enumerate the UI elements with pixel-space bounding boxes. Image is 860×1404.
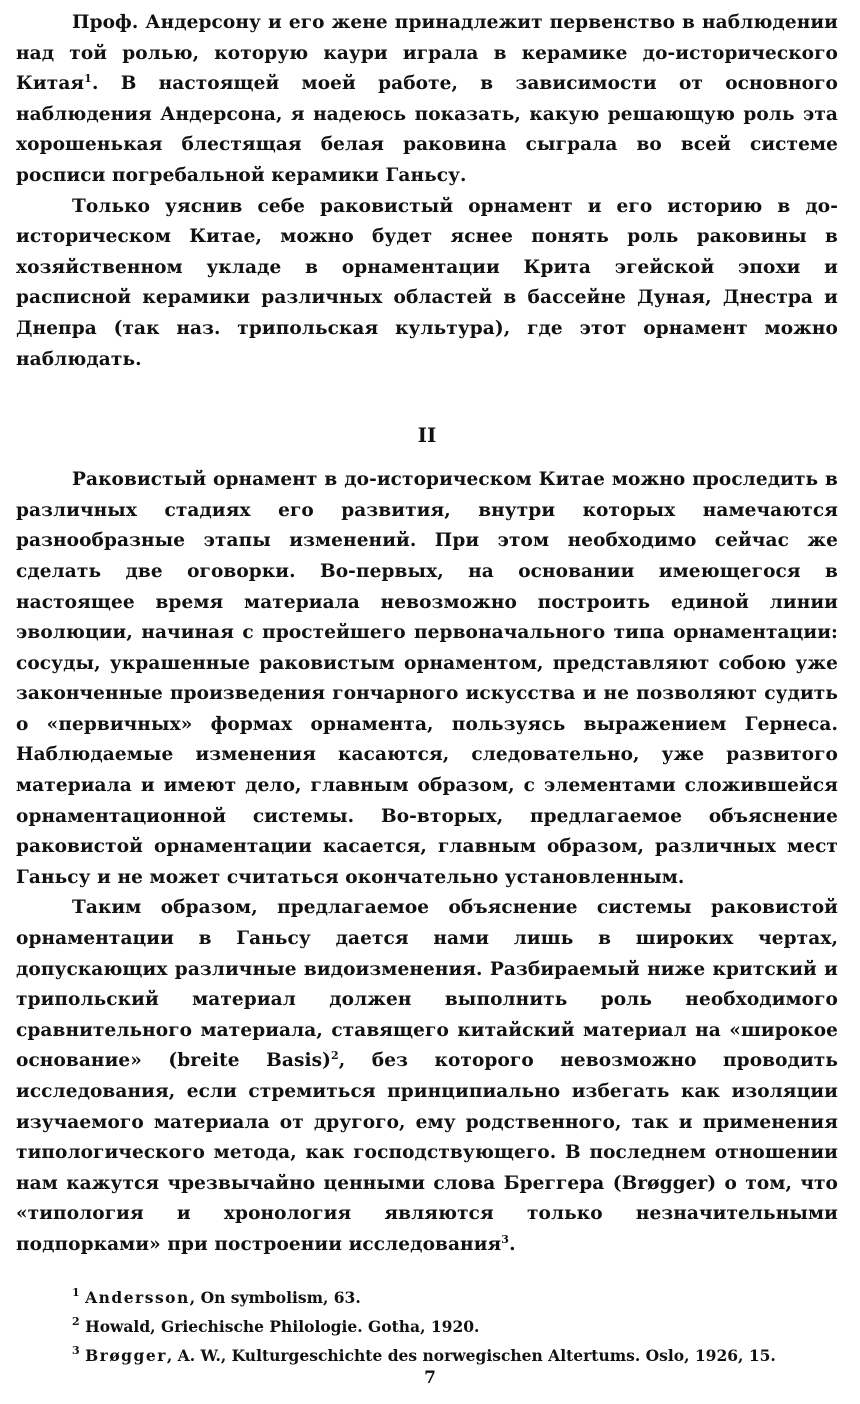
- section-paragraph-2-text-c: .: [509, 1233, 516, 1255]
- footnote-author: Andersson: [85, 1287, 190, 1307]
- footnote-ref-1: 1: [84, 72, 92, 86]
- footnote-citation: , Griechische Philologie. Gotha, 1920.: [150, 1316, 480, 1336]
- intro-paragraph-1-text-b: . В настоящей моей работе, в зависимости от основного наблюдения Андерсона, я надеюсь показать, какую решающую роль эта хорошенькая блестящая белая раковина сыграла во всей системе росписи погребальной керамики Ганьсу.: [16, 73, 838, 186]
- section-heading: II: [417, 423, 437, 448]
- footnote-1: [72, 1283, 838, 1312]
- footnote-ref-3: 3: [501, 1232, 510, 1246]
- intro-paragraph-1-text-a: Проф. Андерсону и его жене принадлежит первенство в наблюдении над той ролью, которую каури играла в керамике до-исторического Китая: [16, 12, 838, 95]
- footnote-citation: , A. W., Kulturgeschichte des norwegischen Altertums. Oslo, 1926, 15.: [166, 1345, 776, 1365]
- section-paragraph-2-text-a: Таким образом, предлагаемое объяснение системы раковистой орнаментации в Ганьсу дается нами лишь в широких чертах, допускающих различные видоизменения. Разбираемый ниже критский и трипольский материал должен выполнить роль необходимого сравнительного материала, ставящего китайский материал на «широкое основание» (breite Basis): [16, 897, 838, 1072]
- footnote-ref-2: 2: [331, 1049, 339, 1063]
- footnotes: [16, 1283, 838, 1370]
- footnote-2: [72, 1312, 838, 1341]
- footnote-number: 2: [72, 1314, 80, 1328]
- footnote-number: 3: [72, 1343, 80, 1357]
- intro-paragraph-2: Только уяснив себе раковистый орнамент и его историю в до-историческом Китае, можно будет яснее понять роль раковины в хозяйственном укладе в орнаментации Крита эгейской эпохи и расписной керамики различных областей в бассейне Дуная, Днестра и Днепра (так наз. трипольская культура), где этот орнамент можно наблюдать.: [16, 195, 838, 370]
- footnote-citation: , On symbolism, 63.: [189, 1287, 361, 1307]
- footnote-author: Howald: [85, 1316, 151, 1336]
- footnote-number: 1: [72, 1285, 80, 1299]
- section-paragraph-2: [16, 893, 838, 1260]
- intro-paragraph-1: [16, 8, 838, 192]
- section-paragraph-2-text-b: , без которого невозможно проводить исследования, если стремиться принципиально избегать как изоляции изучаемого материала от другого, ему родственного, так и применения типологического метода, как господствующего. В последнем отношении нам кажутся чрезвычайно ценными слова Бреггера (Brøgger) о том, что «типология и хронология являются только незначительными подпорками» при построении исследования: [16, 1050, 839, 1255]
- footnote-3: [72, 1341, 838, 1370]
- page-number: 7: [424, 1368, 436, 1388]
- section-paragraph-1: Раковистый орнамент в до-историческом Китае можно проследить в различных стадиях его развития, внутри которых намечаются разнообразные этапы изменений. При этом необходимо сейчас же сделать две оговорки. Во-первых, на основании имеющегося в настоящее время материала невозможно построить единой линии эволюции, начиная с простейшего первоначального типа орнаментации: сосуды, украшенные раковистым орнаментом, представляют собою уже законченные произведения гончарного искусства и не позволяют судить о «первичных» формах орнамента, пользуясь выражением Гернеса. Наблюдаемые изменения касаются, следовательно, уже развитого материала и имеют дело, главным образом, с элементами сложившейся орнаментационной системы. Во-вторых, предлагаемое объяснение раковистой орнаментации касается, главным образом, различных мест Ганьсу и не может считаться окончательно установленным.: [16, 469, 838, 888]
- footnote-author: Brøgger: [85, 1345, 167, 1365]
